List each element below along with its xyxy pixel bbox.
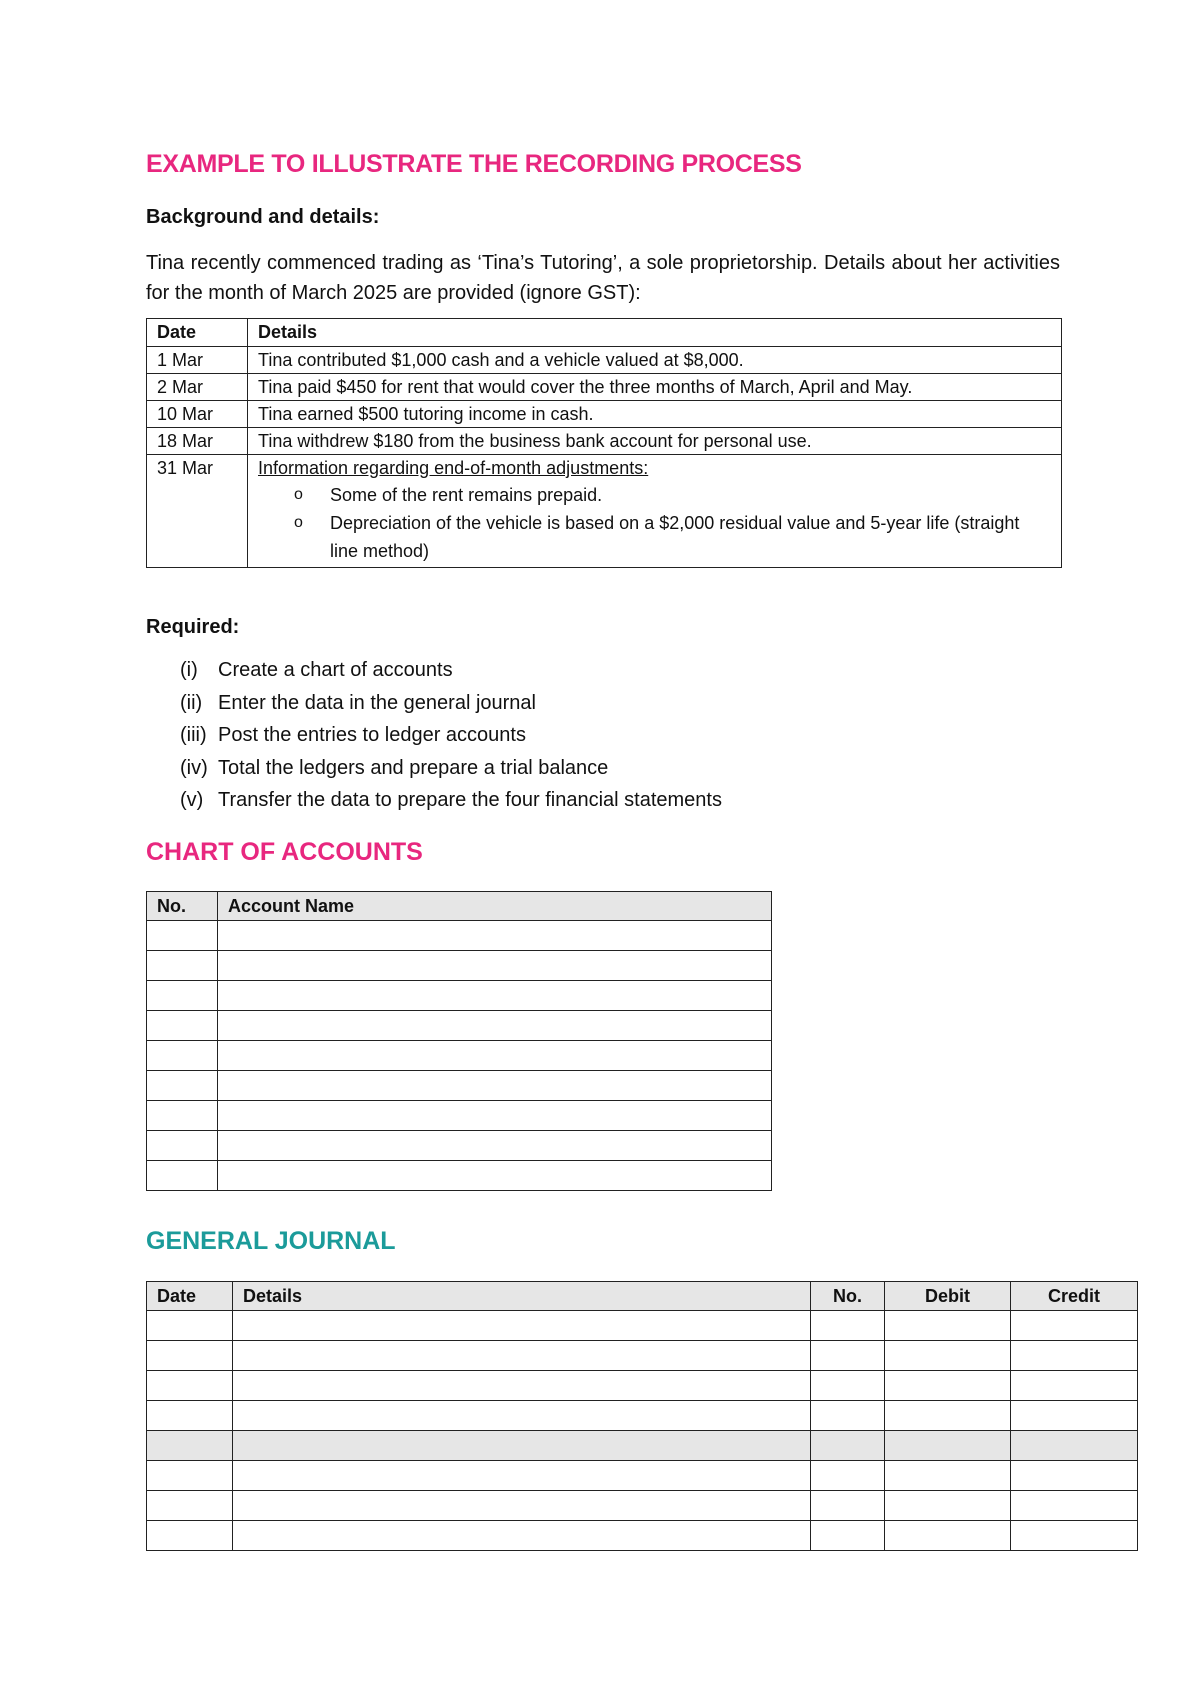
no-cell[interactable]: [811, 1371, 885, 1401]
debit-cell[interactable]: [885, 1431, 1011, 1461]
item-number: (ii): [180, 691, 203, 714]
header-date: Date: [147, 1282, 233, 1311]
table-row: [147, 1371, 1138, 1401]
account-no-cell[interactable]: [147, 1071, 218, 1101]
row-details: Tina withdrew $180 from the business bank account for personal use.: [248, 428, 1062, 455]
row-date: 18 Mar: [147, 428, 248, 455]
table-row: [147, 921, 772, 951]
date-cell[interactable]: [147, 1341, 233, 1371]
item-number: (iv): [180, 756, 208, 779]
required-list: [180, 654, 722, 817]
table-row: [147, 1461, 1138, 1491]
transactions-table: [146, 318, 1062, 568]
details-cell[interactable]: [233, 1401, 811, 1431]
date-cell[interactable]: [147, 1461, 233, 1491]
details-cell[interactable]: [233, 1521, 811, 1551]
table-row: [147, 428, 1062, 455]
item-text: Enter the data in the general journal: [218, 691, 536, 714]
row-details: Tina contributed $1,000 cash and a vehicle valued at $8,000.: [248, 347, 1062, 374]
credit-cell[interactable]: [1011, 1341, 1138, 1371]
table-row: [147, 1341, 1138, 1371]
credit-cell[interactable]: [1011, 1311, 1138, 1341]
item-text: Transfer the data to prepare the four financial statements: [218, 789, 722, 811]
item-text: Post the entries to ledger accounts: [218, 724, 526, 746]
date-cell[interactable]: [147, 1491, 233, 1521]
credit-cell[interactable]: [1011, 1371, 1138, 1401]
item-text: Create a chart of accounts: [218, 659, 453, 681]
chart-of-accounts-table: [146, 891, 772, 1191]
no-cell[interactable]: [811, 1491, 885, 1521]
details-cell[interactable]: [233, 1341, 811, 1371]
no-cell[interactable]: [811, 1341, 885, 1371]
bullet-text: Some of the rent remains prepaid.: [330, 485, 603, 505]
account-name-cell[interactable]: [218, 921, 772, 951]
table-row: [147, 1161, 772, 1191]
required-heading: Required:: [146, 616, 240, 638]
table-header-row: [147, 319, 1062, 347]
list-item: [258, 481, 1051, 509]
header-account-name: Account Name: [218, 892, 772, 921]
table-row: [147, 1431, 1138, 1461]
account-no-cell[interactable]: [147, 1161, 218, 1191]
account-no-cell[interactable]: [147, 1131, 218, 1161]
account-no-cell[interactable]: [147, 1011, 218, 1041]
account-name-cell[interactable]: [218, 1071, 772, 1101]
table-row: [147, 951, 772, 981]
table-row: [147, 1491, 1138, 1521]
credit-cell[interactable]: [1011, 1491, 1138, 1521]
date-cell[interactable]: [147, 1311, 233, 1341]
details-cell[interactable]: [233, 1431, 811, 1461]
debit-cell[interactable]: [885, 1371, 1011, 1401]
account-name-cell[interactable]: [218, 951, 772, 981]
row-details: [248, 455, 1062, 568]
item-text: Total the ledgers and prepare a trial balance: [218, 756, 609, 779]
table-row: [147, 1011, 772, 1041]
debit-cell[interactable]: [885, 1311, 1011, 1341]
date-cell[interactable]: [147, 1431, 233, 1461]
debit-cell[interactable]: [885, 1521, 1011, 1551]
no-cell[interactable]: [811, 1401, 885, 1431]
page-title: EXAMPLE TO ILLUSTRATE THE RECORDING PROCESS: [146, 150, 802, 178]
account-name-cell[interactable]: [218, 981, 772, 1011]
no-cell[interactable]: [811, 1311, 885, 1341]
bullet-icon: o: [294, 486, 303, 503]
account-name-cell[interactable]: [218, 1161, 772, 1191]
row-date: 1 Mar: [147, 347, 248, 374]
list-item: [180, 687, 722, 720]
account-name-cell[interactable]: [218, 1011, 772, 1041]
header-details: Details: [233, 1282, 811, 1311]
item-number: (v): [180, 789, 204, 811]
account-no-cell[interactable]: [147, 1101, 218, 1131]
table-header-row: [147, 1282, 1138, 1311]
details-cell[interactable]: [233, 1311, 811, 1341]
chart-of-accounts-heading: CHART OF ACCOUNTS: [146, 838, 423, 866]
list-item: [180, 752, 722, 785]
account-no-cell[interactable]: [147, 921, 218, 951]
row-details: Tina paid $450 for rent that would cover the three months of March, April and May.: [248, 374, 1062, 401]
credit-cell[interactable]: [1011, 1431, 1138, 1461]
debit-cell[interactable]: [885, 1401, 1011, 1431]
header-no: No.: [147, 892, 218, 921]
debit-cell[interactable]: [885, 1341, 1011, 1371]
account-no-cell[interactable]: [147, 1041, 218, 1071]
header-date: Date: [147, 319, 248, 347]
item-number: (i): [180, 659, 198, 681]
item-number: (iii): [180, 724, 207, 746]
bullet-icon: o: [294, 514, 303, 531]
adjustments-heading: Information regarding end-of-month adjustments:: [258, 458, 649, 478]
table-row: [147, 1131, 772, 1161]
bullet-text: Depreciation of the vehicle is based on a $2,000 residual value and 5-year life (straight line method): [330, 513, 1020, 561]
row-date: 10 Mar: [147, 401, 248, 428]
header-no: No.: [811, 1282, 885, 1311]
header-debit: Debit: [885, 1282, 1011, 1311]
details-cell[interactable]: [233, 1371, 811, 1401]
date-cell[interactable]: [147, 1401, 233, 1431]
table-row: [147, 1101, 772, 1131]
general-journal-table: [146, 1281, 1138, 1551]
table-row: [147, 981, 772, 1011]
list-item: [258, 509, 1051, 565]
table-row: [147, 1521, 1138, 1551]
table-row: [147, 401, 1062, 428]
table-row: [147, 347, 1062, 374]
table-row: [147, 455, 1062, 568]
date-cell[interactable]: [147, 1371, 233, 1401]
row-date: 2 Mar: [147, 374, 248, 401]
account-name-cell[interactable]: [218, 1101, 772, 1131]
header-credit: Credit: [1011, 1282, 1138, 1311]
credit-cell[interactable]: [1011, 1401, 1138, 1431]
row-details: Tina earned $500 tutoring income in cash.: [248, 401, 1062, 428]
list-item: [180, 719, 722, 752]
no-cell[interactable]: [811, 1431, 885, 1461]
table-row: [147, 374, 1062, 401]
debit-cell[interactable]: [885, 1491, 1011, 1521]
account-no-cell[interactable]: [147, 951, 218, 981]
no-cell[interactable]: [811, 1521, 885, 1551]
date-cell[interactable]: [147, 1521, 233, 1551]
row-date: 31 Mar: [147, 455, 248, 568]
table-row: [147, 1311, 1138, 1341]
background-heading: Background and details:: [146, 206, 380, 228]
credit-cell[interactable]: [1011, 1521, 1138, 1551]
details-cell[interactable]: [233, 1461, 811, 1491]
account-name-cell[interactable]: [218, 1041, 772, 1071]
table-row: [147, 1401, 1138, 1431]
general-journal-heading: GENERAL JOURNAL: [146, 1227, 396, 1255]
table-row: [147, 1071, 772, 1101]
list-item: [180, 784, 722, 817]
details-cell[interactable]: [233, 1491, 811, 1521]
intro-paragraph: Tina recently commenced trading as ‘Tina’s Tutoring’, a sole proprietorship. Details about her activities for the month of March 2025 are provided (ignore GST):: [146, 252, 1060, 304]
account-name-cell[interactable]: [218, 1131, 772, 1161]
no-cell[interactable]: [811, 1461, 885, 1491]
list-item: [180, 654, 722, 687]
account-no-cell[interactable]: [147, 981, 218, 1011]
credit-cell[interactable]: [1011, 1461, 1138, 1491]
debit-cell[interactable]: [885, 1461, 1011, 1491]
table-row: [147, 1041, 772, 1071]
table-header-row: [147, 892, 772, 921]
header-details: Details: [248, 319, 1062, 347]
